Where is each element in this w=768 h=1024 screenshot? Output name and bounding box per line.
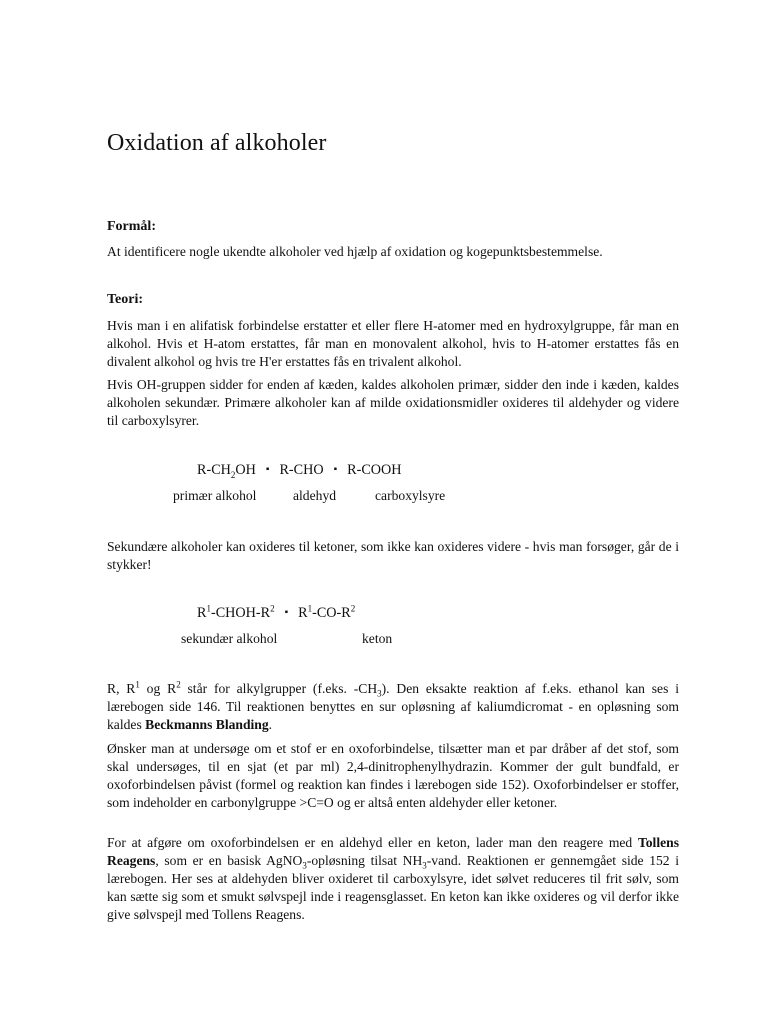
term-beckmanns-blanding: Beckmanns Blanding	[145, 717, 269, 732]
reaction-arrow-icon: ▪	[333, 464, 338, 475]
reaction-scheme-primary	[197, 462, 402, 479]
term-tollens-reagens: Tollens Reagens	[107, 835, 679, 868]
teori-paragraph-2: Hvis OH-gruppen sidder for enden af kæden, kaldes alkoholen primær, sidder den inde i kæden, kaldes alkoholen sekundær. Primære alkoholer kan af milde oxidationsmidler oxideres til aldehyder og videre til carboxylsyrer.	[107, 377, 679, 428]
reaction-arrow-icon: ▪	[284, 607, 289, 618]
formula-aldehyde: R-CHO	[279, 462, 324, 478]
label-ketone: keton	[362, 631, 393, 646]
label-carboxylic-acid: carboxylsyre	[375, 488, 446, 503]
teori-paragraph-1: Hvis man i en alifatisk forbindelse erstatter et eller flere H-atomer med en hydroxylgruppe, får man en alkohol. Hvis et H-atom erstattes, får man en monovalent alkohol, hvis to H-atomer erstattes fås en divalent alkohol og hvis tre H'er erstattes fås en trivalent alkohol.	[107, 318, 679, 369]
formaal-text: At identificere nogle ukendte alkoholer ved hjælp af oxidation og kogepunktsbestemmelse.	[107, 244, 603, 259]
label-secondary-alcohol: sekundær alkohol	[181, 631, 278, 646]
formula-secondary-alcohol: $R^1-CHOH-R^2$	[197, 603, 275, 621]
teori-paragraph-3: Sekundære alkoholer kan oxideres til ketoner, som ikke kan oxideres videre - hvis man forsøger, går de i stykker!	[107, 539, 679, 572]
formula-primary-alcohol: $R-CH_2OH$	[197, 462, 256, 480]
label-primary-alcohol: primær alkohol	[173, 488, 257, 503]
formula-ketone: $R^1-CO-R^2$	[298, 603, 356, 621]
label-aldehyde: aldehyd	[293, 488, 337, 503]
formaal-heading: Formål:	[107, 219, 156, 234]
reaction-arrow-icon: ▪	[265, 464, 270, 475]
formula-carboxylic-acid: R-COOH	[347, 462, 402, 478]
paragraph-oxo-compounds: Ønsker man at undersøge om et stof er en oxoforbindelse, tilsætter man et par dråber af det stof, som skal undersøges, til en sjat (et par ml) 2,4-dinitrophenylhydrazin. Kommer der gult bundfald, er oxoforbindelsen påvist (formel og reaktion kan findes i lærebogen side 152). Oxoforbindelser er stoffer, som indeholder en carbonylgruppe >C=O og er altså enten aldehyder eller ketoner.	[107, 741, 679, 810]
page-title: Oxidation af alkoholer	[107, 130, 327, 156]
paragraph-alkyl-groups: R, $R^1$ og $R^2$ står for alkylgrupper (f.eks. $-CH_3$). Den eksakte reaktion af f.eks. ethanol kan ses i lærebogen side 146. Til reaktionen benyttes en sur opløsning af kaliumdicromat - en opløsning som kaldes Beckmanns Blanding.	[107, 679, 679, 732]
paragraph-tollens: For at afgøre om oxoforbindelsen er en aldehyd eller en keton, lader man den reagere med Tollens Reagens, som er en basisk AgNO$_3$-opløsning tilsat $NH_3$-vand. Reaktionen er gennemgået side 152 i lærebogen. Her ses at aldehyden bliver oxideret til carboxylsyre, idet sølvet reduceres til frit sølv, som kan sætte sig som et smukt sølvspejl inde i reagensglasset. En keton kan ikke oxideres og vil derfor ikke give sølvspejl med Tollens Reagens.	[107, 835, 679, 922]
reaction-scheme-secondary	[197, 605, 355, 622]
teori-heading: Teori:	[107, 292, 144, 307]
